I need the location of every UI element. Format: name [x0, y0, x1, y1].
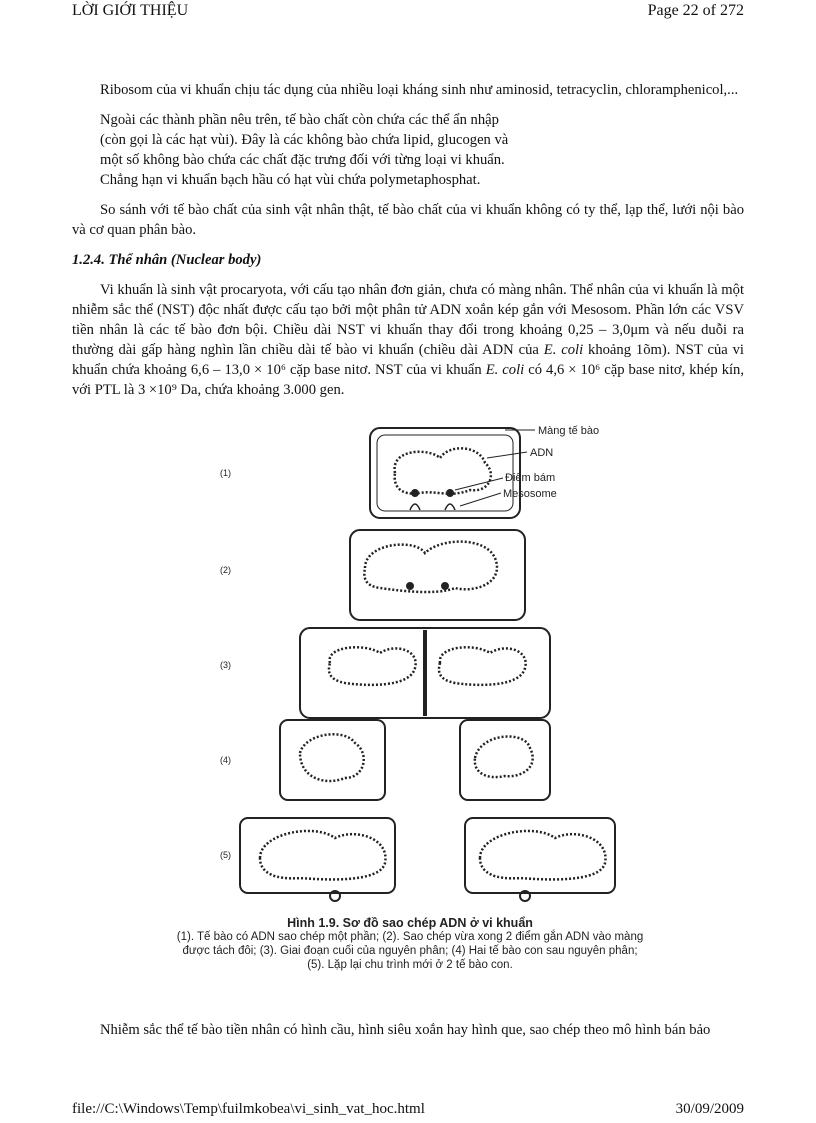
cell-membrane-1: [370, 428, 520, 518]
species-name: E. coli: [485, 362, 525, 378]
label-mesosome: Mesosome: [503, 488, 557, 500]
text-line: Chẳng hạn vi khuẩn bạch hầu có hạt vùi chứa polymetaphosphat.: [100, 172, 481, 188]
header-title: LỜI GIỚI THIỆU: [72, 2, 189, 19]
row-label-3: (3): [220, 660, 231, 670]
text-line: một số không bào chứa các chất đặc trưng đối với từng loại vi khuẩn.: [100, 152, 505, 168]
label-adn: ADN: [530, 447, 554, 459]
label-membrane: Màng tế bào: [538, 425, 600, 437]
daughter-cell-left-4: [280, 720, 385, 800]
paragraph-nuclear-body: [72, 280, 744, 400]
cell-membrane-2: [350, 530, 525, 620]
figure-caption: [120, 916, 700, 972]
text-run: khoảng 1õm). NST của vi khuẩn chứa khoảng 6,6 – 13,0 × 10⁶ cặp base nitơ. NST của vi khuẩn: [72, 342, 744, 378]
paragraph-comparison: So sánh với tế bào chất của sinh vật nhân thật, tế bào chất của vi khuẩn không có ty thể, lạp thể, lưới nội bào và cơ quan phân bào.: [72, 202, 744, 238]
text-run: có 4,6 × 10⁶ cặp base nitơ, khép kín, với PTL là 3 ×10⁹ Da, chứa khoảng 3.000 gen.: [72, 362, 744, 398]
adn-loop-1: [395, 448, 491, 493]
dna-replication-figure: [205, 418, 765, 908]
footer-date: 30/09/2009: [675, 1101, 744, 1117]
text-line: (còn gọi là các hạt vùi). Đây là các không bào chứa lipid, glucogen và: [100, 132, 509, 148]
row-label-4: (4): [220, 755, 231, 765]
daughter-cell-right-5: [465, 818, 615, 893]
paragraph-inclusions: [72, 110, 744, 190]
row-label-5: (5): [220, 850, 231, 860]
daughter-cell-right-4: [460, 720, 550, 800]
caption-line: (5). Lặp lại chu trình mới ở 2 tế bào con.: [307, 959, 513, 971]
caption-line: được tách đôi; (3). Giai đoạn cuối của nguyên phân; (4) Hai tế bào con sau nguyên phân;: [182, 945, 638, 957]
section-heading: 1.2.4. Thể nhân (Nuclear body): [72, 252, 262, 268]
caption-line: (1). Tế bào có ADN sao chép một phần; (2). Sao chép vừa xong 2 điểm gắn ADN vào màng: [176, 931, 644, 943]
row-label-1: (1): [220, 468, 231, 478]
daughter-cell-left-5: [240, 818, 395, 893]
caption-title: Hình 1.9. Sơ đồ sao chép ADN ở vi khuẩn: [287, 916, 533, 930]
species-name: E. coli: [543, 342, 584, 358]
text-line: Ngoài các thành phần nêu trên, tế bào chất còn chứa các thể ẩn nhập: [100, 112, 499, 128]
adn-loop-2: [364, 542, 497, 592]
label-attach-point: Điểm bám: [505, 472, 556, 484]
paragraph-chromosome-shape: Nhiễm sắc thể tế bào tiền nhân có hình cầu, hình siêu xoắn hay hình que, sao chép theo mô hình bán bảo: [100, 1022, 711, 1038]
row-label-2: (2): [220, 565, 231, 575]
text-run: Vi khuẩn là sinh vật procaryota, với cấu tạo nhân đơn giản, chưa có màng nhân. Thể nhân của vi khuẩn là một nhiễm sắc thể (NST) độc nhất được cấu tạo bởi một phân tử ADN xoắn kép gắn với Mesosom. Phần lớn các VSV tiền nhân là các tế bào đơn bội. Chiều dài NST vi khuẩn thay đổi trong khoảng 0,25 – 3,0μm và nếu duỗi ra thường dài gấp hàng nghìn lần chiều dài tế bào vi khuẩn (chiều dài ADN của: [72, 282, 744, 358]
figure-drawing: [205, 418, 765, 908]
paragraph-ribosom: Ribosom của vi khuẩn chịu tác dụng của nhiều loại kháng sinh như aminosid, tetracyclin, chloramphenicol,...: [100, 82, 739, 98]
page-number: Page 22 of 272: [647, 2, 744, 19]
document-body: [72, 80, 744, 410]
footer-file-path: file://C:\Windows\Temp\fuilmkobea\vi_sinh_vat_hoc.html: [72, 1101, 425, 1117]
